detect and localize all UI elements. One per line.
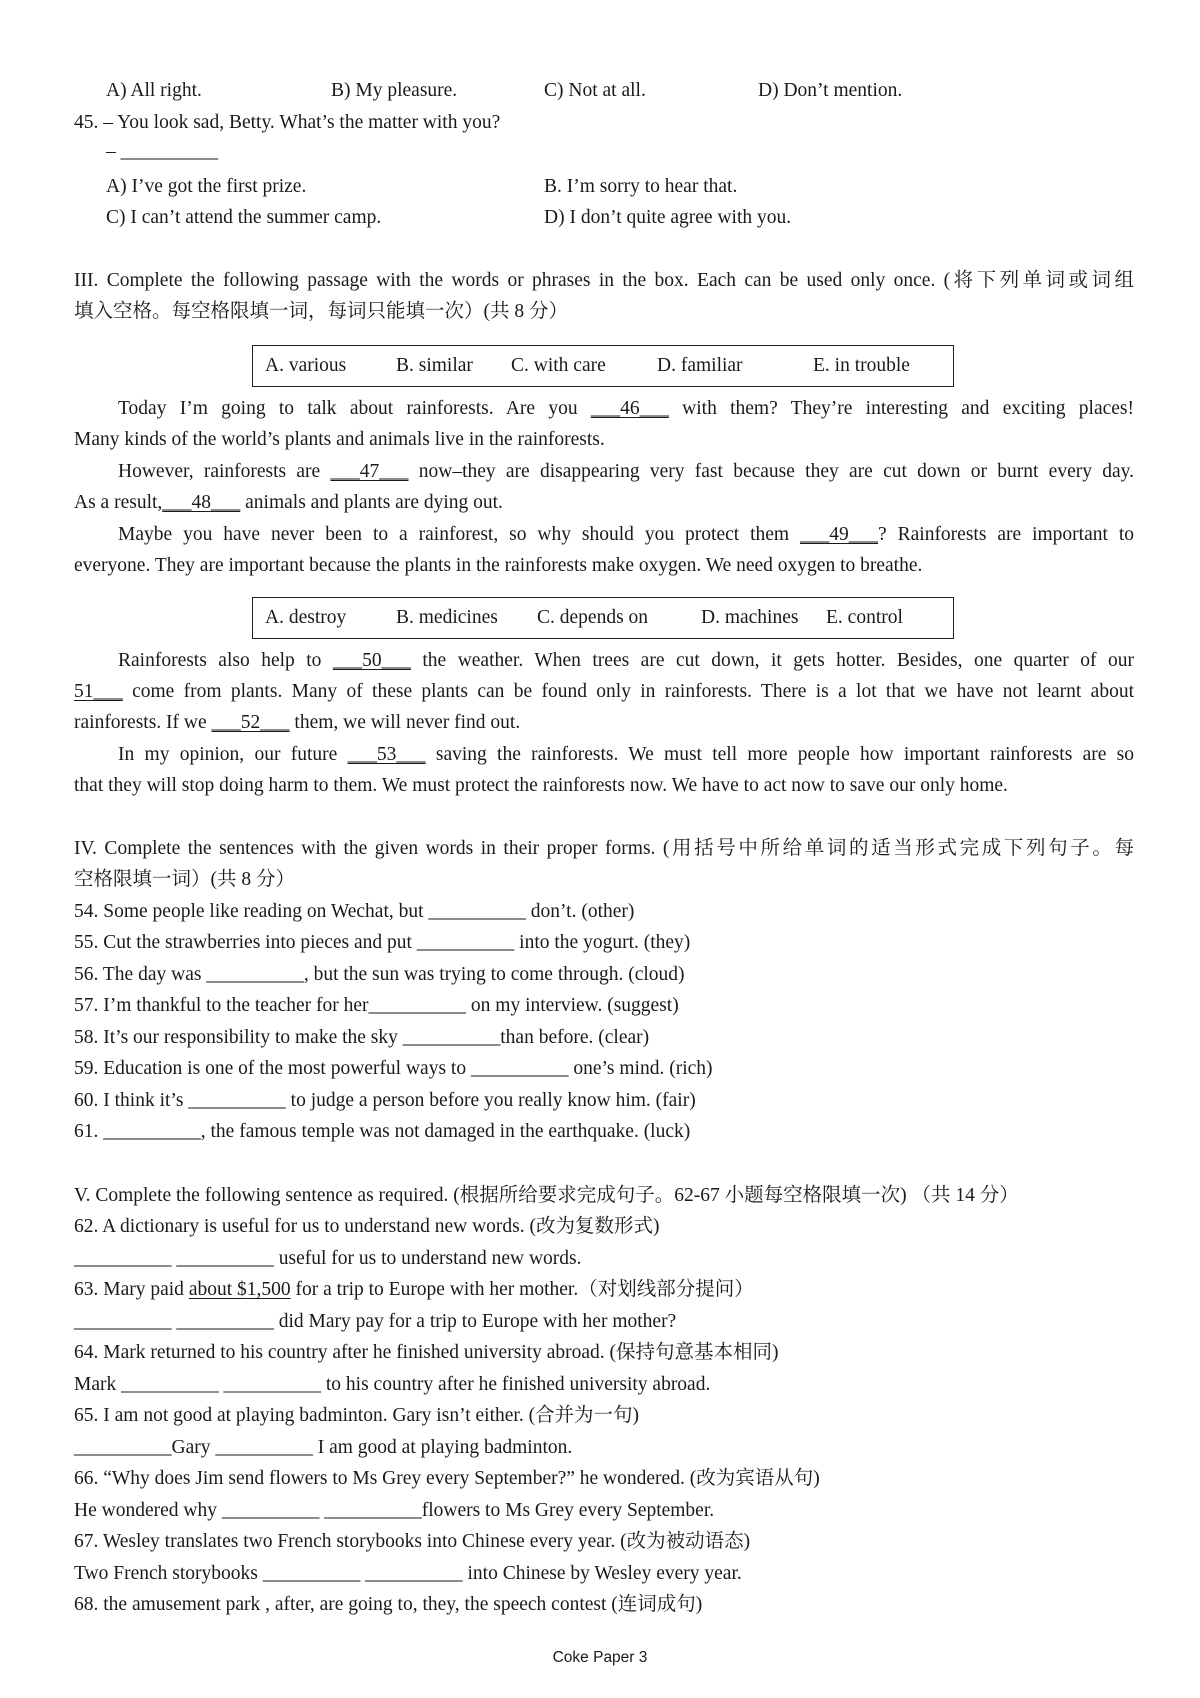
- question-67: 67. Wesley translates two French storybooks into Chinese every year. (改为被动语态): [74, 1531, 751, 1552]
- section4-heading-line2: 空格限填一词）(共 8 分）: [74, 869, 295, 890]
- q45-option-b: B. I’m sorry to hear that.: [544, 176, 738, 197]
- passage-p2-line2: As a result,___48___ animals and plants are dying out.: [74, 492, 503, 513]
- q44-option-b: B) My pleasure.: [331, 80, 458, 101]
- q45-question: 45. – You look sad, Betty. What’s the matter with you?: [74, 112, 501, 133]
- word-box-1: [252, 345, 954, 387]
- question-61: 61. __________, the famous temple was not damaged in the earthquake. (luck): [74, 1121, 691, 1142]
- passage-p3-line2: everyone. They are important because the plants in the rainforests make oxygen. We need oxygen to breathe.: [74, 555, 923, 576]
- passage-p2-line1: However, rainforests are ___47___ now–they are disappearing very fast because they are cut down or burnt every day.: [118, 461, 1135, 482]
- underlined-phrase: about $1,500: [188, 1279, 291, 1300]
- passage-p4-line1: Rainforests also help to ___50___ the weather. When trees are cut down, it gets hotter. Besides, one quarter of our: [118, 650, 1135, 671]
- blank-53: ___53___: [347, 744, 426, 765]
- section4-heading-line1: IV. Complete the sentences with the given words in their proper forms. (用括号中所给单词的适当形式完成下列句子。每: [74, 838, 1134, 859]
- question-63: 63. Mary paid about $1,500 for a trip to Europe with her mother.（对划线部分提问）: [74, 1279, 754, 1300]
- answer-64: Mark __________ __________ to his country after he finished university abroad.: [74, 1374, 711, 1395]
- page-footer: Coke Paper 3: [552, 1649, 648, 1666]
- question-60: 60. I think it’s __________ to judge a person before you really know him. (fair): [74, 1090, 696, 1111]
- answer-66: He wondered why __________ __________flowers to Ms Grey every September.: [74, 1500, 715, 1521]
- word-box-1-item: C. with care: [511, 355, 606, 376]
- question-68: 68. the amusement park , after, are going to, they, the speech contest (连词成句): [74, 1594, 703, 1615]
- q45-option-c: C) I can’t attend the summer camp.: [106, 207, 382, 228]
- passage-p1-line1: Today I’m going to talk about rainforests. Are you ___46___ with them? They’re interesting and exciting places!: [118, 398, 1135, 419]
- passage-p5-line1: In my opinion, our future ___53___ saving the rainforests. We must tell more people how important rainforests are so: [118, 744, 1134, 765]
- answer-62: __________ __________ useful for us to understand new words.: [74, 1248, 582, 1269]
- blank-47: ___47___: [330, 461, 409, 482]
- question-65: 65. I am not good at playing badminton. Gary isn’t either. (合并为一句): [74, 1405, 640, 1426]
- question-54: 54. Some people like reading on Wechat, but __________ don’t. (other): [74, 901, 635, 922]
- answer-63: __________ __________ did Mary pay for a trip to Europe with her mother?: [74, 1311, 677, 1332]
- passage-p1-line2: Many kinds of the world’s plants and animals live in the rainforests.: [74, 429, 605, 450]
- word-box-1-item: D. familiar: [657, 355, 743, 376]
- q44-option-a: A) All right.: [106, 80, 202, 101]
- answer-67: Two French storybooks __________ __________ into Chinese by Wesley every year.: [74, 1563, 742, 1584]
- question-56: 56. The day was __________, but the sun was trying to come through. (cloud): [74, 964, 685, 985]
- word-box-2-item: B. medicines: [396, 607, 498, 628]
- question-59: 59. Education is one of the most powerful ways to __________ one’s mind. (rich): [74, 1058, 713, 1079]
- question-66: 66. “Why does Jim send flowers to Ms Grey every September?” he wondered. (改为宾语从句): [74, 1468, 820, 1489]
- question-58: 58. It’s our responsibility to make the sky __________than before. (clear): [74, 1027, 650, 1048]
- question-57: 57. I’m thankful to the teacher for her__________ on my interview. (suggest): [74, 995, 679, 1016]
- word-box-2-item: C. depends on: [537, 607, 649, 628]
- word-box-2-item: E. control: [826, 607, 903, 628]
- q45-option-a: A) I’ve got the first prize.: [106, 176, 307, 197]
- q45-answer-line: – __________: [106, 141, 219, 162]
- word-box-2: [252, 597, 954, 639]
- blank-48: ___48___: [162, 492, 241, 513]
- passage-p4-line3: rainforests. If we ___52___ them, we will never find out.: [74, 712, 521, 733]
- question-62: 62. A dictionary is useful for us to understand new words. (改为复数形式): [74, 1216, 660, 1237]
- section5-heading: V. Complete the following sentence as required. (根据所给要求完成句子。62-67 小题每空格限填一次) （共 14 分）: [74, 1185, 1019, 1206]
- blank-49: ___49___: [800, 524, 879, 545]
- answer-65: __________Gary __________ I am good at playing badminton.: [74, 1437, 573, 1458]
- passage-p4-line2: 51___ come from plants. Many of these plants can be found only in rainforests. There is a lot that we have not learnt about: [74, 681, 1134, 702]
- question-55: 55. Cut the strawberries into pieces and put __________ into the yogurt. (they): [74, 932, 691, 953]
- section3-heading-line1: III. Complete the following passage with the words or phrases in the box. Each can be used only once. (将下列单词或词组: [74, 270, 1134, 291]
- word-box-1-item: B. similar: [396, 355, 473, 376]
- word-box-2-item: D. machines: [701, 607, 799, 628]
- passage-p5-line2: that they will stop doing harm to them. We must protect the rainforests now. We have to act now to save our only home.: [74, 775, 1008, 796]
- q45-option-d: D) I don’t quite agree with you.: [544, 207, 792, 228]
- word-box-1-item: A. various: [265, 355, 347, 376]
- blank-50: ___50___: [332, 650, 411, 671]
- q44-option-c: C) Not at all.: [544, 80, 646, 101]
- q44-option-d: D) Don’t mention.: [758, 80, 903, 101]
- word-box-1-item: E. in trouble: [813, 355, 910, 376]
- question-64: 64. Mark returned to his country after he finished university abroad. (保持句意基本相同): [74, 1342, 779, 1363]
- blank-51: 51___: [74, 681, 123, 702]
- blank-52: ___52___: [211, 712, 290, 733]
- passage-p3-line1: Maybe you have never been to a rainforest, so why should you protect them ___49___? Rainforests are important to: [118, 524, 1135, 545]
- blank-46: ___46___: [590, 398, 669, 419]
- section3-heading-line2: 填入空格。每空格限填一词，每词只能填一次）(共 8 分）: [74, 301, 568, 322]
- word-box-2-item: A. destroy: [265, 607, 347, 628]
